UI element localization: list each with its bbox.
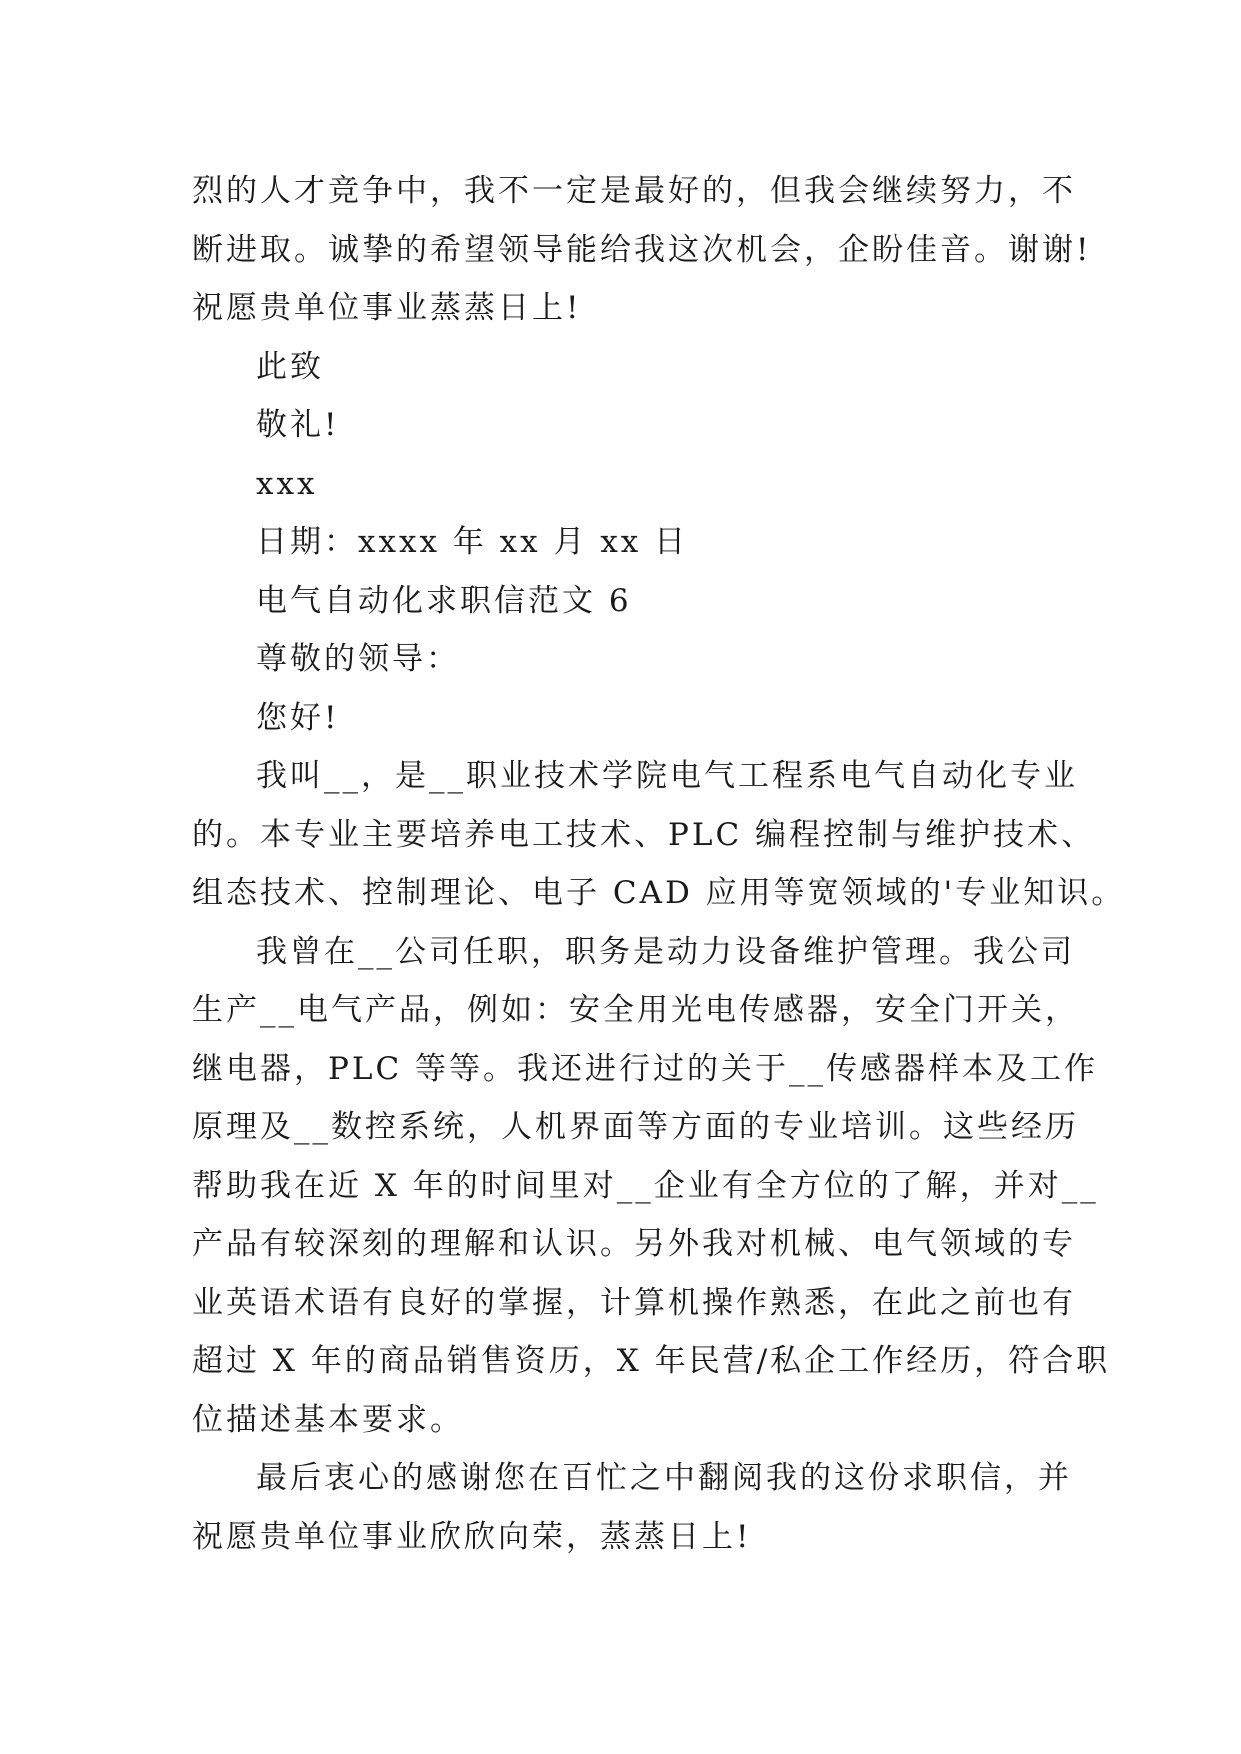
paragraph-experience [192,923,1111,1450]
text-line: 产品有较深刻的理解和认识。另外我对机械、电气领域的专 [192,1226,1076,1262]
text-line: 生产__电气产品，例如：安全用光电传感器，安全门开关， [192,992,1079,1028]
paragraph-closing [192,1449,1072,1566]
text-line: 原理及__数控系统，人机界面等方面的专业培训。这些经历 [192,1109,1079,1145]
closing-regards: 敬礼! [256,407,340,443]
text-line: 祝愿贵单位事业欣欣向荣，蒸蒸日上! [192,1518,752,1555]
text-line: 祝愿贵单位事业蒸蒸日上! [192,290,582,326]
text-line: 断进取。诚挚的希望领导能给我这次机会，企盼佳音。谢谢! [192,231,1092,268]
text-line: 我曾在__公司任职，职务是动力设备维护管理。我公司 [256,933,1075,970]
text-line: 超过 X 年的商品销售资历，X 年民营/私企工作经历，符合职 [192,1343,1111,1379]
paragraph-introduction [192,747,1126,923]
hello-line: 您好! [256,699,340,736]
text-line: 最后衷心的感谢您在百忙之中翻阅我的这份求职信，并 [256,1460,1072,1496]
signature: xxx [256,465,318,502]
text-line: 组态技术、控制理论、电子 CAD 应用等宽领域的'专业知识。 [192,875,1126,911]
text-line: 帮助我在近 X 年的时间里对__企业有全方位的了解，并对__ [192,1167,1099,1204]
greeting: 尊敬的领导： [256,641,460,677]
text-line: 我叫__，是__职业技术学院电气工程系电气自动化专业 [256,758,1078,794]
text-line: 的。本专业主要培养电工技术、PLC 编程控制与维护技术、 [192,816,1096,853]
text-line: 烈的人才竞争中，我不一定是最好的，但我会继续努力，不 [192,173,1076,209]
date-line: 日期：xxxx 年 xx 月 xx 日 [256,524,689,560]
opening-paragraph [192,162,1092,338]
closing-salutation: 此致 [256,348,324,385]
letter-body [192,162,1126,1566]
text-line: 业英语术语有良好的掌握，计算机操作熟悉，在此之前也有 [192,1284,1076,1321]
text-line: 位描述基本要求。 [192,1401,464,1438]
text-line: 继电器，PLC 等等。我还进行过的关于__传感器样本及工作 [192,1050,1099,1087]
section-title: 电气自动化求职信范文 6 [256,582,632,619]
